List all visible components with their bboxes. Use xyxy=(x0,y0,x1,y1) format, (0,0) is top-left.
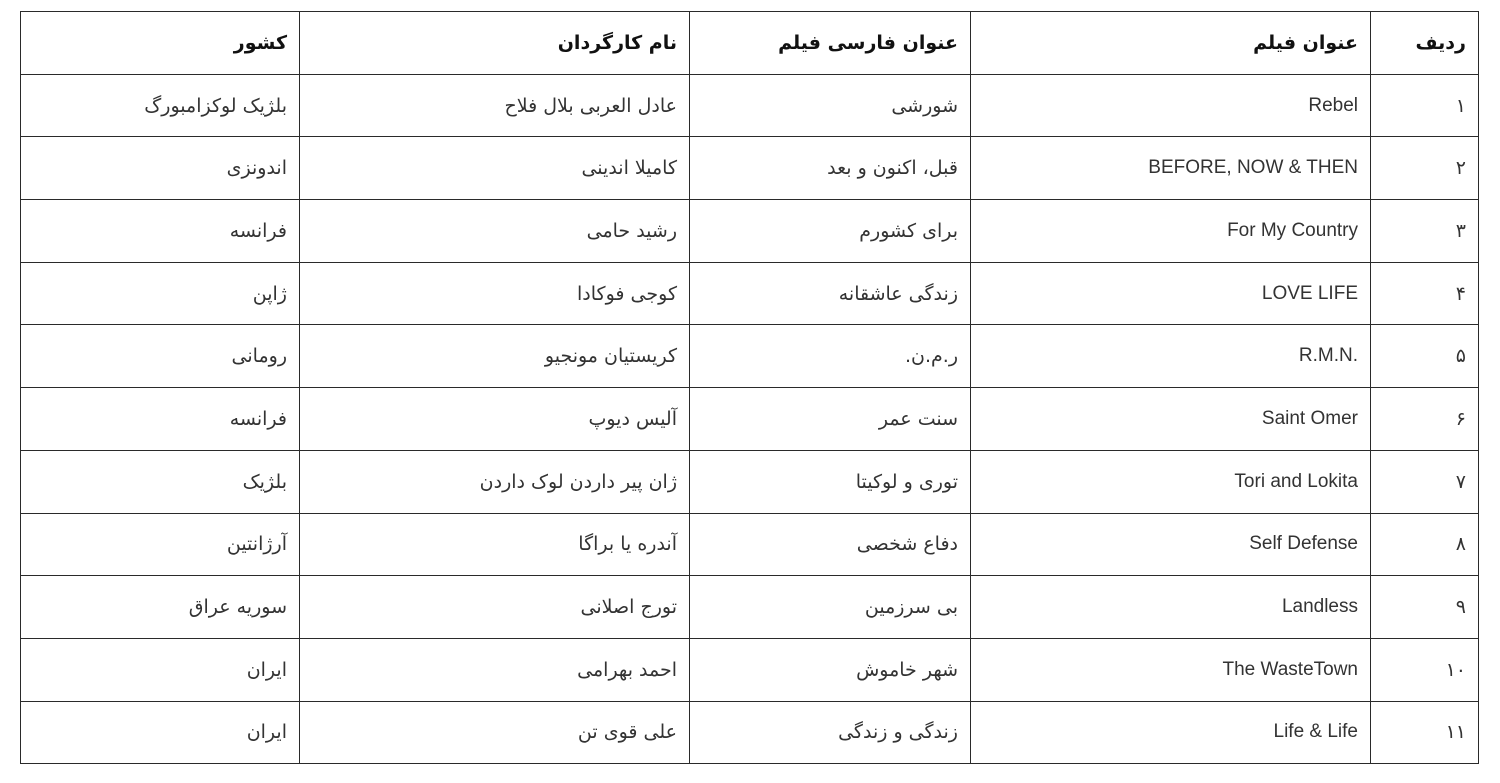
table-row xyxy=(21,576,1479,639)
cell-title-fa: زندگی و زندگی xyxy=(690,701,971,764)
cell-title-en: Tori and Lokita xyxy=(971,450,1371,513)
cell-title-fa: زندگی عاشقانه xyxy=(690,262,971,325)
cell-row-number: ۶ xyxy=(1371,388,1479,451)
cell-row-number: ۱۱ xyxy=(1371,701,1479,764)
cell-director: رشید حامی xyxy=(300,200,690,263)
cell-country: ژاپن xyxy=(21,262,300,325)
cell-country: رومانی xyxy=(21,325,300,388)
cell-title-fa: شهر خاموش xyxy=(690,638,971,701)
cell-director: تورج اصلانی xyxy=(300,576,690,639)
cell-country: بلژیک لوکزامبورگ xyxy=(21,74,300,137)
table-row xyxy=(21,74,1479,137)
cell-row-number: ۹ xyxy=(1371,576,1479,639)
cell-row-number: ۵ xyxy=(1371,325,1479,388)
cell-title-en: .R.M.N xyxy=(971,325,1371,388)
cell-director: آندره یا براگا xyxy=(300,513,690,576)
cell-title-fa: دفاع شخصی xyxy=(690,513,971,576)
header-director: نام کارگردان xyxy=(300,12,690,75)
cell-title-en: For My Country xyxy=(971,200,1371,263)
cell-row-number: ۲ xyxy=(1371,137,1479,200)
header-country: کشور xyxy=(21,12,300,75)
table-row xyxy=(21,137,1479,200)
cell-director: ژان پیر داردن لوک داردن xyxy=(300,450,690,513)
cell-title-en: Landless xyxy=(971,576,1371,639)
cell-director: علی قوی تن xyxy=(300,701,690,764)
cell-title-fa: شورشی xyxy=(690,74,971,137)
header-row-number: ردیف xyxy=(1371,12,1479,75)
table-row xyxy=(21,638,1479,701)
cell-director: آلیس دیوپ xyxy=(300,388,690,451)
header-row xyxy=(21,12,1479,75)
cell-title-fa: ر.م.ن. xyxy=(690,325,971,388)
cell-country: ایران xyxy=(21,701,300,764)
table-body xyxy=(21,74,1479,764)
cell-row-number: ۳ xyxy=(1371,200,1479,263)
cell-director: عادل العربی بلال فلاح xyxy=(300,74,690,137)
table-row xyxy=(21,513,1479,576)
table-row xyxy=(21,701,1479,764)
films-table xyxy=(20,11,1479,764)
cell-country: اندونزی xyxy=(21,137,300,200)
cell-director: کریستیان مونجیو xyxy=(300,325,690,388)
table-row xyxy=(21,200,1479,263)
cell-row-number: ۱۰ xyxy=(1371,638,1479,701)
table-header xyxy=(21,12,1479,75)
cell-country: بلژیک xyxy=(21,450,300,513)
cell-title-en: LOVE LIFE xyxy=(971,262,1371,325)
table-row xyxy=(21,262,1479,325)
cell-director: کوجی فوکادا xyxy=(300,262,690,325)
cell-title-en: Rebel xyxy=(971,74,1371,137)
table-row xyxy=(21,450,1479,513)
cell-title-en: Self Defense xyxy=(971,513,1371,576)
table-row xyxy=(21,325,1479,388)
cell-title-fa: توری و لوکیتا xyxy=(690,450,971,513)
cell-country: فرانسه xyxy=(21,388,300,451)
cell-row-number: ۸ xyxy=(1371,513,1479,576)
cell-row-number: ۷ xyxy=(1371,450,1479,513)
cell-director: احمد بهرامی xyxy=(300,638,690,701)
cell-title-en: The WasteTown xyxy=(971,638,1371,701)
cell-title-fa: بی سرزمین xyxy=(690,576,971,639)
cell-title-en: Life & Life xyxy=(971,701,1371,764)
cell-title-fa: قبل، اکنون و بعد xyxy=(690,137,971,200)
cell-country: سوریه عراق xyxy=(21,576,300,639)
cell-country: فرانسه xyxy=(21,200,300,263)
cell-country: آرژانتین xyxy=(21,513,300,576)
cell-row-number: ۱ xyxy=(1371,74,1479,137)
table-row xyxy=(21,388,1479,451)
cell-country: ایران xyxy=(21,638,300,701)
cell-director: کامیلا اندینی xyxy=(300,137,690,200)
cell-title-en: BEFORE, NOW & THEN xyxy=(971,137,1371,200)
cell-title-fa: برای کشورم xyxy=(690,200,971,263)
cell-title-en: Saint Omer xyxy=(971,388,1371,451)
cell-title-fa: سنت عمر xyxy=(690,388,971,451)
header-title-fa: عنوان فارسی فیلم xyxy=(690,12,971,75)
cell-row-number: ۴ xyxy=(1371,262,1479,325)
header-title-en: عنوان فیلم xyxy=(971,12,1371,75)
